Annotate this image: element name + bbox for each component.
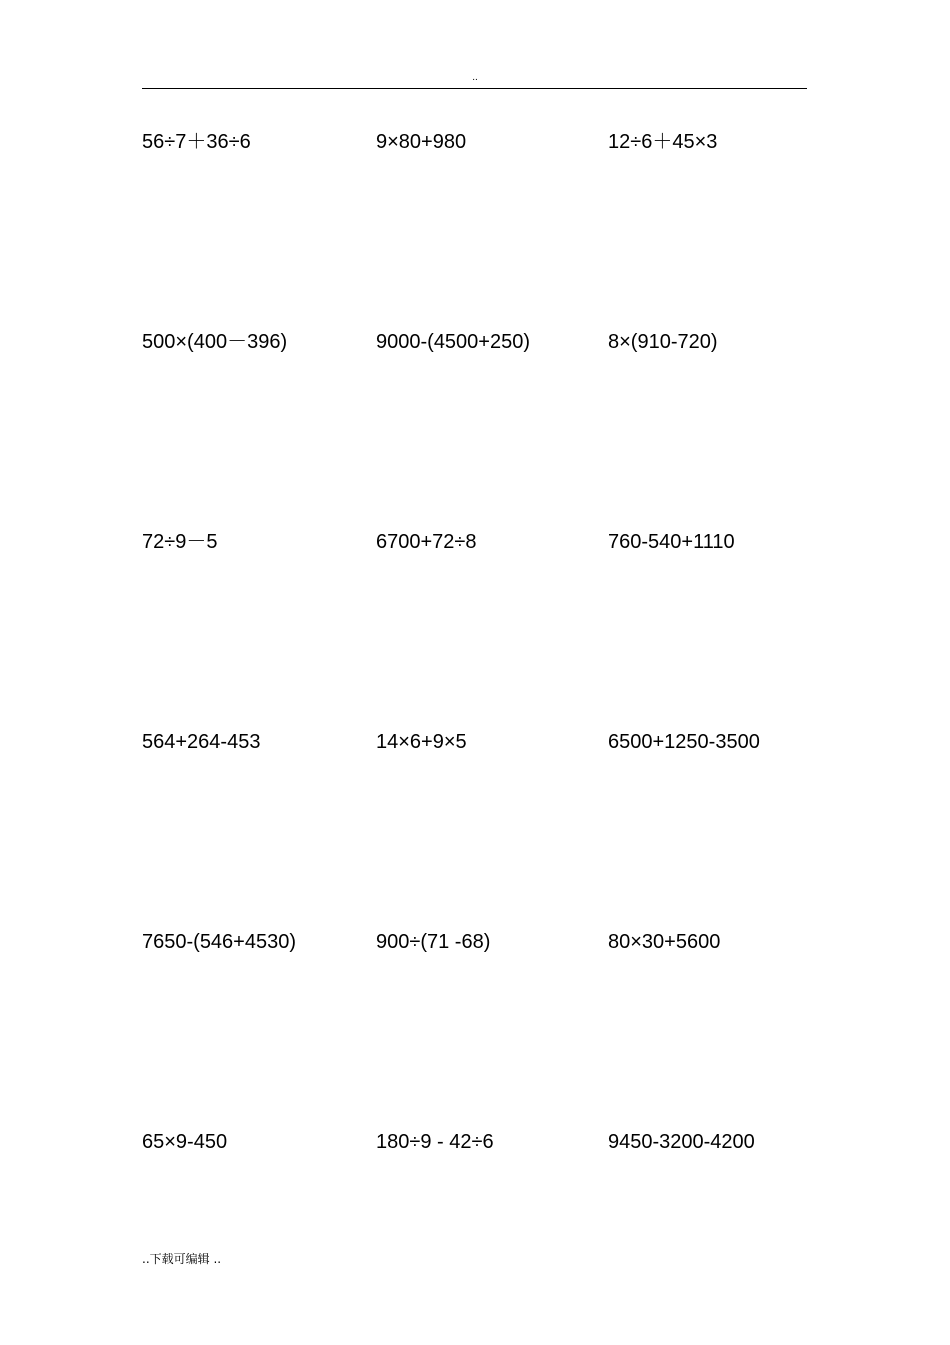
header-rule — [142, 88, 807, 89]
footer-note: ..下载可编辑 .. — [142, 1252, 222, 1266]
problem-expression: 9000-(4500+250) — [376, 331, 531, 353]
problem-row — [142, 130, 842, 330]
problem-expression: 7650-(546+4530) — [142, 931, 297, 953]
problem-expression: 72÷9－5 — [142, 531, 218, 553]
problem-row — [142, 330, 842, 530]
problem-expression: 760-540+1110 — [608, 531, 735, 553]
header-mark: .. — [472, 72, 478, 83]
problem-expression: 14×6+9×5 — [376, 731, 467, 753]
problem-row — [142, 730, 842, 930]
problem-expression: 6500+1250-3500 — [608, 731, 760, 753]
problem-expression: 9×80+980 — [376, 131, 467, 153]
problem-expression: 900÷(71 -68) — [376, 931, 491, 953]
problem-expression: 180÷9 - 42÷6 — [376, 1131, 494, 1153]
problem-row — [142, 930, 842, 1130]
problem-expression: 12÷6＋45×3 — [608, 131, 718, 153]
problem-expression: 65×9-450 — [142, 1131, 228, 1153]
problem-expression: 8×(910-720) — [608, 331, 718, 353]
problem-expression: 6700+72÷8 — [376, 531, 477, 553]
problem-expression: 80×30+5600 — [608, 931, 721, 953]
problem-expression: 500×(400－396) — [142, 331, 288, 353]
problem-row — [142, 1130, 842, 1330]
problem-expression: 564+264-453 — [142, 731, 261, 753]
problem-row — [142, 530, 842, 730]
problem-expression: 56÷7＋36÷6 — [142, 131, 251, 153]
problem-grid — [142, 130, 842, 1330]
problem-expression: 9450-3200-4200 — [608, 1131, 755, 1153]
